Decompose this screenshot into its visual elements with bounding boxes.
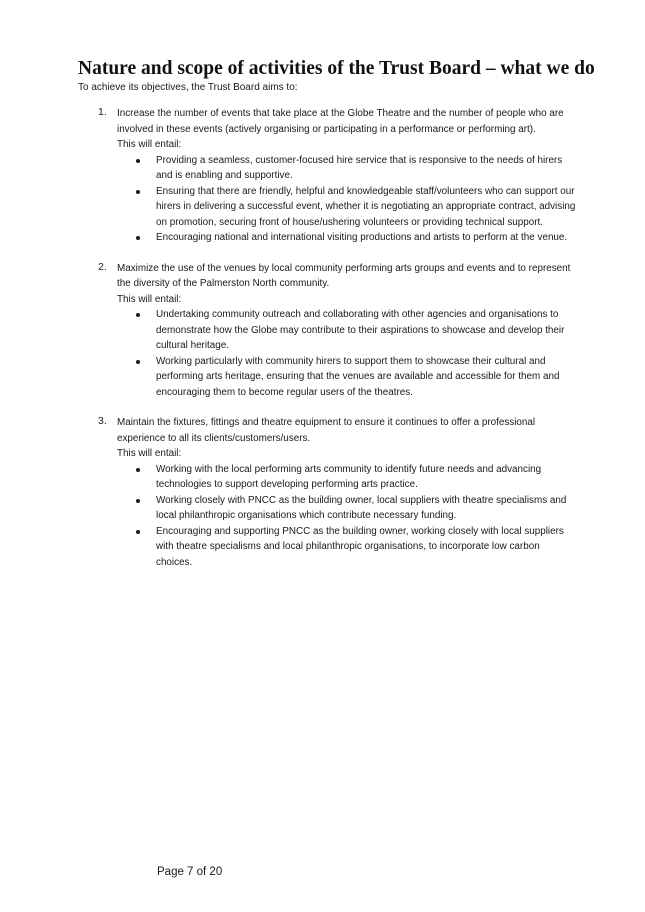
objectives-list <box>78 106 578 585</box>
bullet-item <box>117 524 578 571</box>
bullet-icon <box>136 236 140 240</box>
intro-text: To achieve its objectives, the Trust Board aims to: <box>78 82 298 93</box>
bullet-text: Ensuring that there are friendly, helpful and knowledgeable staff/volunteers who can support our hirers in delivering a successful event, whether it is negotiating an appropriate contract, advising on promotion, securing front of house/ushering volunteers or providing technical support. <box>156 185 576 228</box>
bullet-icon <box>136 499 140 503</box>
bullet-icon <box>136 313 140 317</box>
bullet-text: Encouraging and supporting PNCC as the building owner, working closely with local suppliers with theatre specialisms and local philanthropic organisations, to incorporate low carbon choices. <box>156 525 564 568</box>
bullet-item <box>117 354 578 401</box>
bullet-text: Undertaking community outreach and collaborating with other agencies and organisations to demonstrate how the Globe may contribute to their aspirations to showcase and develop their cultural heritage. <box>156 309 565 351</box>
entail-label: This will entail: <box>117 448 182 459</box>
bullet-item <box>117 184 578 231</box>
bullet-text: Working particularly with community hirers to support them to showcase their cultural and performing arts heritage, ensuring that the venues are available and accessible for them and encouraging them to become regular users of the theatres. <box>156 355 560 398</box>
objective-text: Maintain the fixtures, fittings and theatre equipment to ensure it continues to offer a professional experience to all its clients/customers/users. <box>117 417 536 444</box>
bullet-list <box>117 462 578 571</box>
bullet-icon <box>136 468 140 472</box>
bullet-text: Working with the local performing arts community to identify future needs and advancing technologies to support developing performing arts practice. <box>156 463 542 490</box>
bullet-item <box>117 462 578 493</box>
bullet-icon <box>136 190 140 194</box>
bullet-text: Working closely with PNCC as the building owner, local suppliers with theatre specialisms and local philanthropic organisations which contribute necessary funding. <box>156 494 567 521</box>
objective-item <box>78 261 578 401</box>
objective-text: Maximize the use of the venues by local community performing arts groups and events and to represent the diversity of the Palmerston North community. <box>117 262 571 289</box>
bullet-icon <box>136 159 140 163</box>
objective-number: 3. <box>98 415 107 427</box>
objective-number: 2. <box>98 260 107 273</box>
bullet-text: Encouraging national and international visiting productions and artists to perform at the venue. <box>156 232 568 243</box>
bullet-item <box>117 493 578 524</box>
bullet-text: Providing a seamless, customer-focused hire service that is responsive to the needs of hirers and is enabling and supportive. <box>156 154 563 181</box>
bullet-list <box>117 153 578 246</box>
objective-item <box>78 415 578 570</box>
objective-item <box>78 106 578 246</box>
bullet-icon <box>136 530 140 534</box>
bullet-item <box>117 230 578 246</box>
bullet-item <box>117 307 578 354</box>
page-title: Nature and scope of activities of the Trust Board – what we do <box>78 58 595 79</box>
objective-number: 1. <box>98 106 107 118</box>
bullet-item <box>117 153 578 184</box>
bullet-icon <box>136 360 140 364</box>
bullet-list <box>117 307 578 400</box>
objective-text: Increase the number of events that take place at the Globe Theatre and the number of people who are involved in these events (actively organising or participating in a performance or performing art). <box>117 108 564 135</box>
entail-label: This will entail: <box>117 293 182 305</box>
entail-label: This will entail: <box>117 139 182 150</box>
page-number: Page 7 of 20 <box>157 866 223 878</box>
